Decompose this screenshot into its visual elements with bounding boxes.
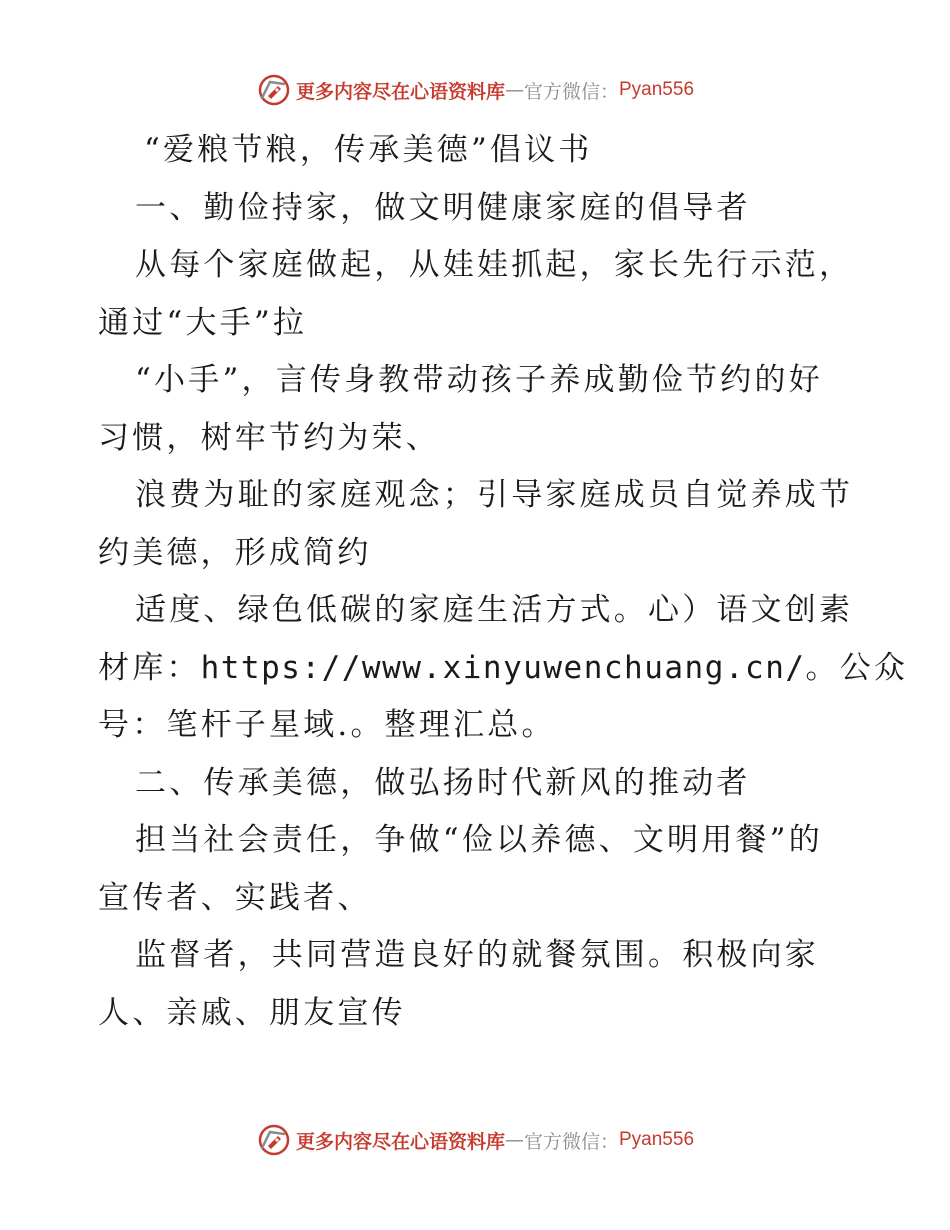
footer-banner (0, 1120, 950, 1160)
section-heading-1: 一、勤俭持家，做文明健康家庭的倡导者 (135, 189, 751, 226)
banner-wechat-label: 官方微信： (523, 80, 619, 103)
banner-wechat-label: 官方微信： (523, 1130, 619, 1153)
section-heading-2: 二、传承美德，做弘扬时代新风的推动者 (135, 764, 751, 801)
paragraph-line: “小手”，言传身教带动孩子养成勤俭节约的好 (135, 362, 823, 398)
banner-separator: — (504, 79, 524, 101)
url-prefix: 材库： (98, 649, 201, 686)
paragraph-line: 从每个家庭做起，从娃娃抓起，家长先行示范， (135, 247, 854, 283)
banner-separator: — (504, 1129, 524, 1151)
paragraph-line: 宣传者、实践者、 (98, 879, 372, 916)
banner-main-text: 更多内容尽在心语资料库 (295, 1130, 505, 1153)
banner-wechat-id: Pyan556 (619, 1129, 695, 1150)
document-title: “爱粮节粮，传承美德”倡议书 (144, 132, 593, 168)
paragraph-line: 监督者，共同营造良好的就餐氛围。积极向家 (135, 937, 819, 973)
banner-main-text: 更多内容尽在心语资料库 (295, 80, 505, 103)
paragraph-line: 浪费为耻的家庭观念；引导家庭成员自觉养成节 (135, 477, 854, 513)
document-body (98, 122, 909, 1042)
header-banner (0, 70, 950, 110)
url-suffix: 。公众 (805, 649, 909, 686)
pen-nib-circle-icon (256, 72, 292, 108)
paragraph-line: 担当社会责任，争做“俭以养德、文明用餐”的 (135, 822, 823, 858)
paragraph-line: 人、亲戚、朋友宣传 (98, 994, 406, 1031)
paragraph-line: 通过“大手”拉 (98, 304, 308, 341)
pen-nib-circle-icon (256, 1122, 292, 1158)
paragraph-line: 号：笔杆子星域.。整理汇总。 (98, 707, 556, 743)
website-url[interactable]: https://www.xinyuwenchuang.cn/ (200, 649, 806, 686)
paragraph-line: 习惯，树牢节约为荣、 (98, 419, 440, 456)
paragraph-line-url (98, 640, 909, 698)
paragraph-line: 适度、绿色低碳的家庭生活方式。心）语文创素 (135, 592, 854, 628)
banner-wechat-id: Pyan556 (619, 79, 695, 100)
paragraph-line: 约美德，形成简约 (98, 534, 372, 571)
